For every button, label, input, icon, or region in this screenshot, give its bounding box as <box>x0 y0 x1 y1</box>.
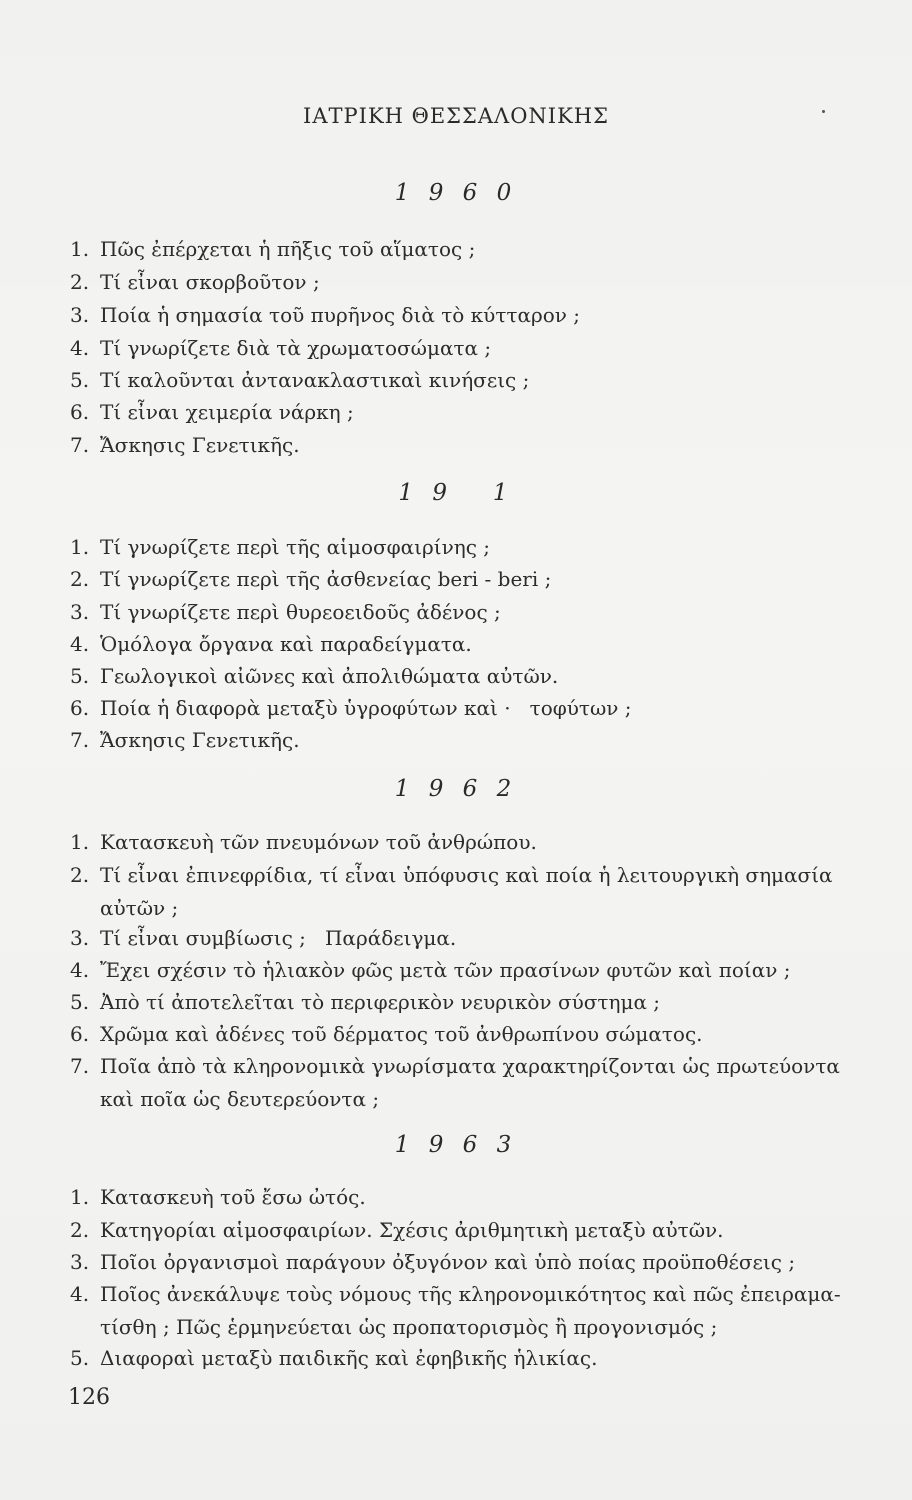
question-text-continued: τίσθη ; Πῶς ἑρμηνεύεται ὡς προπατορισμὸς ἢ προγονισμός ; <box>100 1315 718 1339</box>
question-text-continued: αὐτῶν ; <box>100 896 179 920</box>
question-text: Τί καλοῦνται ἀντανακλαστικαὶ κινήσεις ; <box>100 368 530 392</box>
question-1962-7 <box>70 1050 870 1116</box>
question-1961-3 <box>70 596 870 629</box>
question-number: 3. <box>70 1250 90 1274</box>
question-number: 3. <box>70 926 90 950</box>
question-number: 4. <box>70 1282 90 1306</box>
page-title: ΙΑΤΡΙΚΗ ΘΕΣΣΑΛΟΝΙΚΗΣ <box>303 104 609 128</box>
question-number: 1. <box>70 830 90 854</box>
question-text: Τί γνωρίζετε διὰ τὰ χρωματοσώματα ; <box>100 336 492 360</box>
question-1963-2 <box>70 1214 870 1247</box>
question-1961-6 <box>70 692 870 725</box>
question-text: Γεωλογικοὶ αἰῶνες καὶ ἀπολιθώματα αὐτῶν. <box>100 664 559 688</box>
question-text: Τί γνωρίζετε περὶ θυρεοειδοῦς ἀδένος ; <box>100 600 501 624</box>
question-1960-1 <box>70 233 870 266</box>
question-number: 2. <box>70 863 90 887</box>
question-text: Τί γνωρίζετε περὶ τῆς αἱμοσφαιρίνης ; <box>100 535 491 559</box>
question-text: Τί εἶναι χειμερία νάρκη ; <box>100 400 354 424</box>
question-number: 7. <box>70 1054 90 1078</box>
year-heading-1960: 1 9 6 0 <box>394 180 518 206</box>
question-1962-5 <box>70 986 870 1019</box>
question-text: Κατασκευὴ τοῦ ἔσω ὠτός. <box>100 1185 366 1209</box>
question-text: Ἄσκησις Γενετικῆς. <box>100 433 300 457</box>
question-number: 1. <box>70 1185 90 1209</box>
question-1962-4 <box>70 954 870 987</box>
question-text: Ποία ἡ διαφορὰ μεταξὺ ὑγροφύτων καὶ · τοφύτων ; <box>100 696 632 720</box>
question-number: 1. <box>70 237 90 261</box>
question-1963-3 <box>70 1246 870 1279</box>
question-text: Χρῶμα καὶ ἀδένες τοῦ δέρματος τοῦ ἀνθρωπίνου σώματος. <box>100 1022 703 1046</box>
question-number: 7. <box>70 433 90 457</box>
question-text-continued: καὶ ποῖα ὡς δευτερεύοντα ; <box>100 1087 380 1111</box>
question-number: 2. <box>70 567 90 591</box>
question-text: Κατηγορίαι αἱμοσφαιρίων. Σχέσις ἀριθμητικὴ μεταξὺ αὐτῶν. <box>100 1218 724 1242</box>
question-number: 7. <box>70 728 90 752</box>
question-number: 4. <box>70 336 90 360</box>
question-1960-3 <box>70 299 870 332</box>
question-1960-6 <box>70 396 870 429</box>
question-1962-1 <box>70 826 870 859</box>
question-1960-7 <box>70 429 870 462</box>
question-1960-2 <box>70 266 870 299</box>
ink-speck <box>822 110 825 113</box>
question-1963-1 <box>70 1181 870 1214</box>
question-text: Ὁμόλογα ὄργανα καὶ παραδείγματα. <box>100 632 472 656</box>
question-number: 6. <box>70 400 90 424</box>
question-1962-6 <box>70 1018 870 1051</box>
question-1961-1 <box>70 531 870 564</box>
question-text: Τί γνωρίζετε περὶ τῆς ἀσθενείας beri - beri ; <box>100 567 552 591</box>
question-1961-2 <box>70 563 870 596</box>
page-number: 126 <box>68 1385 110 1410</box>
year-heading-1963: 1 9 6 3 <box>394 1132 518 1158</box>
question-number: 5. <box>70 1346 90 1370</box>
question-text: Κατασκευὴ τῶν πνευμόνων τοῦ ἀνθρώπου. <box>100 830 537 854</box>
year-heading-1961: 1 9 1 <box>398 480 514 506</box>
question-text: Τί εἶναι ἐπινεφρίδια, τί εἶναι ὑπόφυσις καὶ ποία ἡ λειτουργικὴ σημασία <box>100 863 833 887</box>
question-text: Πῶς ἐπέρχεται ἡ πῆξις τοῦ αἵματος ; <box>100 237 476 261</box>
question-number: 5. <box>70 368 90 392</box>
question-number: 3. <box>70 303 90 327</box>
question-number: 2. <box>70 1218 90 1242</box>
question-1960-4 <box>70 332 870 365</box>
question-text: Τί εἶναι σκορβοῦτον ; <box>100 270 320 294</box>
question-1961-5 <box>70 660 870 693</box>
question-number: 3. <box>70 600 90 624</box>
question-1961-7 <box>70 724 870 757</box>
question-1963-5 <box>70 1342 870 1375</box>
question-text: Ποία ἡ σημασία τοῦ πυρῆνος διὰ τὸ κύτταρον ; <box>100 303 580 327</box>
question-1960-5 <box>70 364 870 397</box>
question-number: 2. <box>70 270 90 294</box>
year-heading-1962: 1 9 6 2 <box>394 776 518 802</box>
question-text: Ἄσκησις Γενετικῆς. <box>100 728 300 752</box>
question-text: Ποῖοι ὀργανισμοὶ παράγουν ὀξυγόνον καὶ ὑπὸ ποίας προϋποθέσεις ; <box>100 1250 796 1274</box>
question-1962-2 <box>70 859 870 925</box>
question-text: Ποῖος ἀνεκάλυψε τοὺς νόμους τῆς κληρονομικότητος καὶ πῶς ἐπειραμα- <box>100 1282 841 1306</box>
question-number: 4. <box>70 958 90 982</box>
question-text: Διαφοραὶ μεταξὺ παιδικῆς καὶ ἐφηβικῆς ἡλικίας. <box>100 1346 598 1370</box>
question-text: Ἀπὸ τί ἀποτελεῖται τὸ περιφερικὸν νευρικὸν σύστημα ; <box>100 990 661 1014</box>
question-number: 5. <box>70 990 90 1014</box>
question-text: Ποῖα ἀπὸ τὰ κληρονομικὰ γνωρίσματα χαρακτηρίζονται ὡς πρωτεύοντα <box>100 1054 840 1078</box>
question-number: 6. <box>70 1022 90 1046</box>
question-1962-3 <box>70 922 870 955</box>
question-number: 6. <box>70 696 90 720</box>
question-number: 5. <box>70 664 90 688</box>
question-text: Τί εἶναι συμβίωσις ; Παράδειγμα. <box>100 926 457 950</box>
question-number: 4. <box>70 632 90 656</box>
question-1961-4 <box>70 628 870 661</box>
question-1963-4 <box>70 1278 870 1344</box>
question-number: 1. <box>70 535 90 559</box>
question-text: Ἔχει σχέσιν τὸ ἡλιακὸν φῶς μετὰ τῶν πρασίνων φυτῶν καὶ ποίαν ; <box>100 958 791 982</box>
